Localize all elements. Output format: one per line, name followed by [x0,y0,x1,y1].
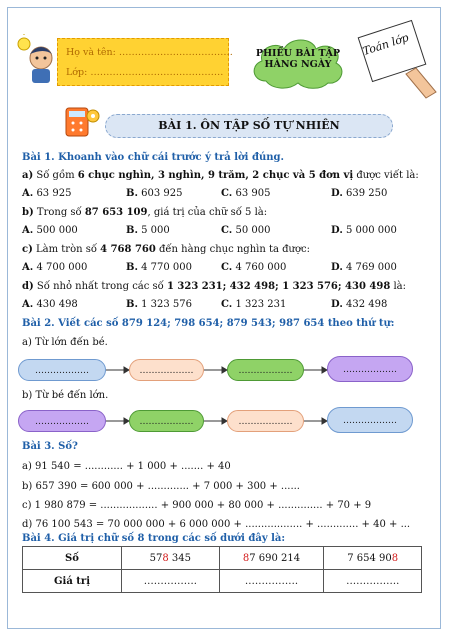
value-cell-1[interactable]: ……………. [122,570,220,593]
bai2b-slot-4[interactable]: ……………… [327,407,413,433]
value-cell-2[interactable]: ……………. [219,570,324,593]
number-cell-2: 87 690 214 [219,547,324,570]
bai1b-option-b[interactable]: B. 5 000 [126,225,170,236]
bai1b-option-c[interactable]: C. 50 000 [221,225,271,236]
bai2b-slot-2[interactable]: ……………… [129,410,204,432]
bai1a-option-a[interactable]: A. 63 925 [22,188,72,199]
bai1b-question: b) Trong số 87 653 109, giá trị của chữ số 5 là: [22,207,268,218]
bai2-heading: Bài 2. Viết các số 879 124; 798 654; 879 543; 987 654 theo thứ tự: [22,318,395,329]
bai1c-question: c) Làm tròn số 4 768 760 đến hàng chục nghìn ta được: [22,244,310,255]
bai1c-option-d[interactable]: D. 4 769 000 [331,262,397,273]
number-cell-1: 578 345 [122,547,220,570]
number-cell-3: 7 654 908 [324,547,422,570]
value-cell-3[interactable]: ……………. [324,570,422,593]
bai1a-option-b[interactable]: B. 603 925 [126,188,183,199]
row-label-value: Giá trị [23,570,122,593]
bai1d-option-b[interactable]: B. 1 323 576 [126,299,193,310]
bai3-line-a[interactable]: a) 91 540 = ............ + 1 000 + ....... + 40 [22,461,231,472]
bai1b-option-a[interactable]: A. 500 000 [22,225,78,236]
bai1d-option-d[interactable]: D. 432 498 [331,299,388,310]
bai1c-option-a[interactable]: A. 4 700 000 [22,262,88,273]
bai1a-option-c[interactable]: C. 63 905 [221,188,271,199]
bai4-heading: Bài 4. Giá trị chữ số 8 trong các số dưới đây là: [22,533,286,544]
bai2a-slot-1[interactable]: ……………… [18,359,106,381]
bai2b-label: b) Từ bé đến lớn. [22,390,109,401]
worksheet-title: PHIẾU BÀI TẬP HÀNG NGÀY [255,48,341,70]
bai3-line-d[interactable]: d) 76 100 543 = 70 000 000 + 6 000 000 + .................. + ............. + 40 + ... [22,519,411,530]
name-field[interactable]: Họ và tên: ……………………………… [66,47,233,58]
bai1d-option-a[interactable]: A. 430 498 [22,299,78,310]
bai1c-option-c[interactable]: C. 4 760 000 [221,262,287,273]
bai1-heading: Bài 1. Khoanh vào chữ cái trước ý trả lời đúng. [22,152,284,163]
bai1d-option-c[interactable]: C. 1 323 231 [221,299,287,310]
bai3-heading: Bài 3. Số? [22,441,78,452]
lesson-title: BÀI 1. ÔN TẬP SỐ TỰ NHIÊN [158,119,340,132]
bai1a-question: a) Số gồm 6 chục nghìn, 3 nghìn, 9 trăm, 2 chục và 5 đơn vị được viết là: [22,170,419,181]
bai2a-slot-4[interactable]: ……………… [327,356,413,382]
digit-value-table [22,546,422,593]
table-row [23,547,422,570]
bai2b-slot-3[interactable]: ……………… [227,410,304,432]
bai2b-slot-1[interactable]: ……………… [18,410,106,432]
bai1a-option-d[interactable]: D. 639 250 [331,188,388,199]
bai1d-question: d) Số nhỏ nhất trong các số 1 323 231; 432 498; 1 323 576; 430 498 là: [22,281,407,292]
class-field[interactable]: Lớp: …………………………………… [66,67,224,78]
bai1b-option-d[interactable]: D. 5 000 000 [331,225,397,236]
bai3-line-b[interactable]: b) 657 390 = 600 000 + ............. + 7 000 + 300 + ...... [22,481,300,492]
bai1c-option-b[interactable]: B. 4 770 000 [126,262,193,273]
row-label-number: Số [23,547,122,570]
bai2a-slot-2[interactable]: ……………… [129,359,204,381]
bai2a-label: a) Từ lớn đến bé. [22,337,108,348]
bai2a-slot-3[interactable]: ……………… [227,359,304,381]
sign-text: Toán lớp [361,30,411,59]
bai3-line-c[interactable]: c) 1 980 879 = .................. + 900 000 + 80 000 + .............. + 70 + 9 [22,500,372,511]
table-row [23,570,422,593]
